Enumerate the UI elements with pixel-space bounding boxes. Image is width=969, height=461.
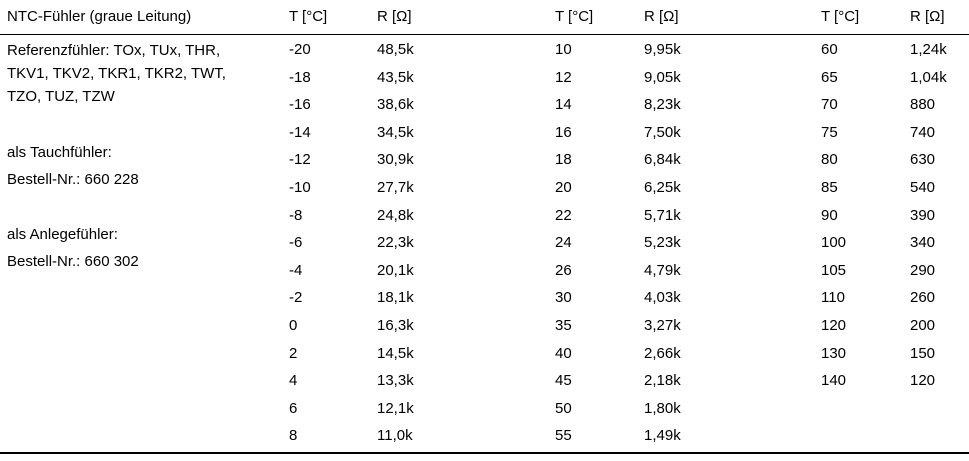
resistance-cell: 2,66k xyxy=(644,345,681,362)
resistance-cell: 27,7k xyxy=(377,179,414,196)
temperature-cell: -18 xyxy=(289,69,311,86)
resistance-cell: 290 xyxy=(910,262,936,279)
resistance-cell: 390 xyxy=(910,207,936,224)
resistance-cell: 340 xyxy=(910,234,936,251)
resistance-cell: 150 xyxy=(910,345,936,362)
resistance-cell: 16,3k xyxy=(377,317,414,334)
resistance-cell: 11,0k xyxy=(377,427,413,444)
temperature-cell: 45 xyxy=(555,372,572,389)
temperature-cell: 2 xyxy=(289,345,298,362)
contact-sensor-order-number: Bestell-Nr.: 660 302 xyxy=(7,253,139,270)
temperature-cell: 20 xyxy=(555,179,572,196)
resistance-cell: 24,8k xyxy=(377,207,414,224)
temperature-cell: 35 xyxy=(555,317,572,334)
resistance-cell: 4,79k xyxy=(644,262,681,279)
temperature-cell: 90 xyxy=(821,207,838,224)
resistance-cell: 14,5k xyxy=(377,345,414,362)
resistance-cell: 34,5k xyxy=(377,124,414,141)
resistance-cell: 5,23k xyxy=(644,234,681,251)
resistance-cell: 48,5k xyxy=(377,41,414,58)
contact-sensor-label: als Anlegefühler: xyxy=(7,226,118,243)
resistance-cell: 1,80k xyxy=(644,400,681,417)
r-header-3: R [Ω] xyxy=(910,8,945,25)
resistance-cell: 260 xyxy=(910,289,936,306)
r-header-1: R [Ω] xyxy=(377,8,412,25)
reference-sensors-line-2: TKV1, TKV2, TKR1, TKR2, TWT, xyxy=(7,65,226,82)
resistance-cell: 630 xyxy=(910,151,936,168)
resistance-cell: 22,3k xyxy=(377,234,414,251)
resistance-cell: 43,5k xyxy=(377,69,414,86)
temperature-cell: 12 xyxy=(555,69,572,86)
temperature-cell: 14 xyxy=(555,96,572,113)
temperature-cell: 30 xyxy=(555,289,572,306)
temperature-cell: 24 xyxy=(555,234,572,251)
temperature-cell: 4 xyxy=(289,372,298,389)
temperature-cell: 16 xyxy=(555,124,572,141)
temperature-cell: -10 xyxy=(289,179,311,196)
temperature-cell: -20 xyxy=(289,41,311,58)
temperature-cell: 100 xyxy=(821,234,847,251)
temperature-cell: -2 xyxy=(289,289,303,306)
temperature-cell: 75 xyxy=(821,124,838,141)
t-header-3: T [°C] xyxy=(821,8,860,25)
resistance-cell: 38,6k xyxy=(377,96,414,113)
temperature-cell: 60 xyxy=(821,41,838,58)
resistance-cell: 7,50k xyxy=(644,124,681,141)
reference-sensors-line-1: Referenzfühler: TOx, TUx, THR, xyxy=(7,42,221,59)
temperature-cell: 26 xyxy=(555,262,572,279)
temperature-cell: 130 xyxy=(821,345,847,362)
resistance-cell: 540 xyxy=(910,179,936,196)
resistance-cell: 1,49k xyxy=(644,427,681,444)
resistance-cell: 740 xyxy=(910,124,936,141)
temperature-cell: 55 xyxy=(555,427,572,444)
resistance-cell: 9,95k xyxy=(644,41,681,58)
reference-sensors-line-3: TZO, TUZ, TZW xyxy=(7,88,115,105)
resistance-cell: 9,05k xyxy=(644,69,681,86)
temperature-cell: 0 xyxy=(289,317,298,334)
temperature-cell: 85 xyxy=(821,179,838,196)
immersion-sensor-order-number: Bestell-Nr.: 660 228 xyxy=(7,171,139,188)
temperature-cell: 50 xyxy=(555,400,572,417)
temperature-cell: 65 xyxy=(821,69,838,86)
resistance-cell: 18,1k xyxy=(377,289,414,306)
temperature-cell: 22 xyxy=(555,207,572,224)
temperature-cell: 105 xyxy=(821,262,847,279)
resistance-cell: 4,03k xyxy=(644,289,681,306)
table-title: NTC-Fühler (graue Leitung) xyxy=(7,8,192,25)
resistance-cell: 5,71k xyxy=(644,207,681,224)
resistance-cell: 200 xyxy=(910,317,936,334)
temperature-cell: 70 xyxy=(821,96,838,113)
resistance-cell: 2,18k xyxy=(644,372,681,389)
temperature-cell: 80 xyxy=(821,151,838,168)
resistance-cell: 13,3k xyxy=(377,372,414,389)
temperature-cell: 140 xyxy=(821,372,847,389)
resistance-cell: 1,04k xyxy=(910,69,947,86)
temperature-cell: 6 xyxy=(289,400,298,417)
resistance-cell: 6,84k xyxy=(644,151,681,168)
bottom-rule xyxy=(0,452,969,454)
temperature-cell: 40 xyxy=(555,345,572,362)
temperature-cell: -4 xyxy=(289,262,303,279)
temperature-cell: -8 xyxy=(289,207,303,224)
resistance-cell: 12,1k xyxy=(377,400,414,417)
temperature-cell: 110 xyxy=(821,289,845,306)
t-header-1: T [°C] xyxy=(289,8,328,25)
resistance-cell: 880 xyxy=(910,96,936,113)
temperature-cell: -16 xyxy=(289,96,311,113)
r-header-2: R [Ω] xyxy=(644,8,679,25)
resistance-cell: 20,1k xyxy=(377,262,414,279)
resistance-cell: 6,25k xyxy=(644,179,681,196)
temperature-cell: 10 xyxy=(555,41,572,58)
resistance-cell: 30,9k xyxy=(377,151,414,168)
temperature-cell: -12 xyxy=(289,151,311,168)
resistance-cell: 8,23k xyxy=(644,96,681,113)
header-divider xyxy=(0,34,969,35)
temperature-cell: -6 xyxy=(289,234,303,251)
temperature-cell: -14 xyxy=(289,124,311,141)
temperature-cell: 120 xyxy=(821,317,847,334)
resistance-cell: 120 xyxy=(910,372,936,389)
temperature-cell: 8 xyxy=(289,427,298,444)
resistance-cell: 1,24k xyxy=(910,41,947,58)
resistance-cell: 3,27k xyxy=(644,317,681,334)
temperature-cell: 18 xyxy=(555,151,572,168)
t-header-2: T [°C] xyxy=(555,8,594,25)
immersion-sensor-label: als Tauchfühler: xyxy=(7,144,112,161)
